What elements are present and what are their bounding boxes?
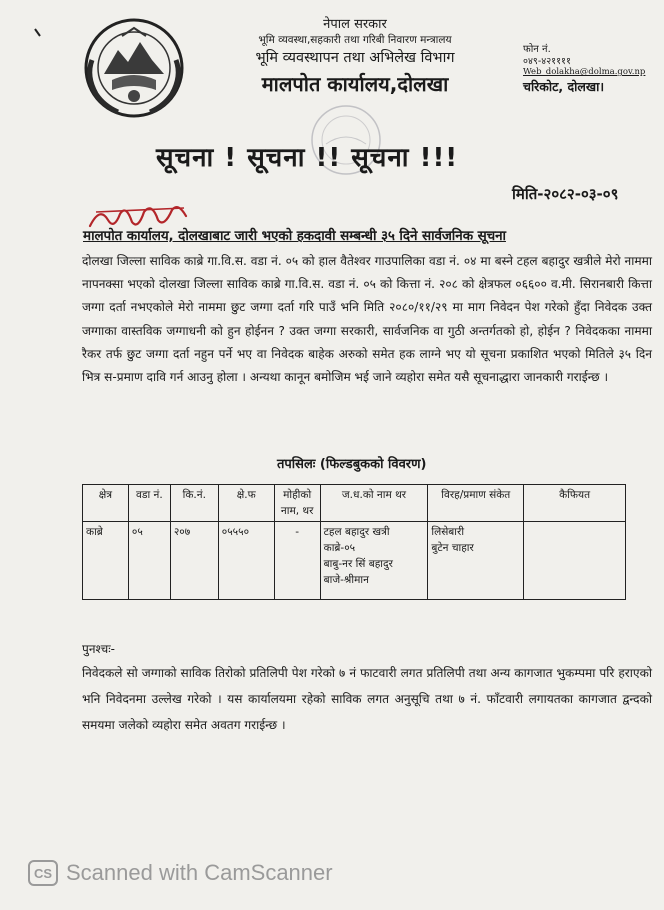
office-name: मालपोत कार्यालय,दोलखा	[261, 72, 449, 96]
phone-label: फोन नं.	[523, 44, 551, 55]
owner-place: काब्रे-०५	[323, 542, 356, 554]
cell-size: ०५५५०	[218, 522, 274, 600]
phone-number: ०४९-४२११११	[523, 56, 571, 67]
postscript-body: निवेदकले सो जग्गाको साविक तिरोको प्रतिलिपी पेश गरेको ७ नं फाटवारी लगत प्रतिलिपी तथा अन्य कागजात भुकम्पमा परि हराएको भनि निवेदनमा उल्लेख गरेको । यस कार्यालयमा रहेको साविक लगत अनुसूचि तथा ७ नं. फाँटवारी लगायतका कागजात द्वन्दको समयमा जलेको व्यहोरा समेत अवतग गराईन्छ ।	[82, 666, 652, 732]
col-header-kitta: कि.नं.	[170, 485, 218, 522]
office-address: चरिकोट, दोलखा।	[523, 79, 605, 94]
scan-mark	[34, 28, 42, 38]
scanner-watermark-text: Scanned with CamScanner	[66, 860, 333, 885]
evidence-line2: बुटेन चाहार	[431, 542, 474, 554]
table-caption: तपसिलः (फिल्डबुकको विवरण)	[277, 457, 427, 472]
notice-date: मिति-२०८२-०३-०९	[512, 185, 619, 203]
government-header	[200, 16, 510, 99]
government-name: नेपाल सरकार	[323, 17, 387, 32]
scanner-watermark	[28, 858, 333, 888]
cell-kitta: २०७	[170, 522, 218, 600]
col-header-owner: ज.ध.को नाम थर	[320, 485, 428, 522]
ministry-name: भूमि व्यवस्था,सहकारी तथा गरिबी निवारण मन्त्रालय	[258, 34, 452, 46]
owner-father: बाबु-नर सिं बहादुर	[323, 558, 393, 570]
camscanner-badge-text: CS	[33, 866, 53, 881]
evidence-line1: लिसेबारी	[431, 526, 465, 538]
col-header-ward: वडा नं.	[128, 485, 170, 522]
cell-tenant: -	[274, 522, 320, 600]
col-header-size: क्षे.फ	[218, 485, 274, 522]
cell-area: काब्रे	[83, 522, 129, 600]
cell-ward: ०५	[128, 522, 170, 600]
col-header-remarks: कैफियत	[524, 485, 626, 522]
owner-grandfather: बाजे-श्रीमान	[323, 574, 369, 586]
postscript-label: पुनश्चः-	[82, 642, 115, 656]
nepal-government-emblem-icon	[82, 16, 186, 120]
department-name: भूमि व्यवस्थापन तथा अभिलेख विभाग	[255, 50, 455, 66]
cell-evidence	[428, 522, 524, 600]
camscanner-logo-icon	[28, 860, 58, 886]
contact-block	[523, 44, 663, 96]
col-header-tenant: मोहीको नाम, थर	[274, 485, 320, 522]
table-header-row	[83, 485, 626, 522]
cell-owner	[320, 522, 428, 600]
owner-name: टहल बहादुर खत्री	[323, 526, 390, 538]
table-row	[83, 522, 626, 600]
col-header-area: क्षेत्र	[83, 485, 129, 522]
fieldbook-table	[82, 484, 626, 600]
notice-title: सूचना ! सूचना !! सूचना !!!	[156, 143, 459, 173]
notice-subject: मालपोत कार्यालय, दोलखाबाट जारी भएको हकदावी सम्बन्धी ३५ दिने सार्वजनिक सूचना	[83, 228, 506, 244]
cell-remarks	[524, 522, 626, 600]
notice-body: दोलखा जिल्ला साविक काब्रे गा.वि.स. वडा नं. ०५ को हाल वैतेश्वर गाउपालिका वडा नं. ०४ मा बस्ने टहल बहादुर खत्रीले मेरो नाममा नापनक्सा भएको दोलखा जिल्ला साविक काब्रे गा.वि.स. वडा नं. ०५ को कित्ता नं. २०८ को क्षेत्रफल ०६६०० व.मी. सिरानबारी कित्ता जग्गा दर्ता नभएकोले मेरो नाममा छुट जग्गा दर्ता गरि पाउँ भनि मिति २०८०/११/२९ मा माग निवेदन पेश गरेको हुँदा निवेदक उक्त जग्गाका वास्तविक जग्गाधनी को हुन होईनन ? उक्त जग्गा सरकारी, सार्वजनिक वा गुठी अन्तर्गतको हो, होईन ? निवेदकका नाममा रैकर तर्फ छुट जग्गा दर्ता नहुन पर्ने भए वा निवेदक बाहेक अरुको समेत हक लाग्ने भए यो सूचना प्रकाशित भएको मितिले ३५ दिन भित्र स-प्रमाण दावि गर्न आउनु होला । अन्यथा कानून बमोजिम भई जाने व्यहोरा समेत यसै सूचनाद्धारा जानकारी गराईन्छ ।	[82, 254, 652, 385]
web-address: Web_dolakha@dolma.gov.np	[523, 67, 646, 77]
col-header-evidence: विरह/प्रमाण संकेत	[428, 485, 524, 522]
